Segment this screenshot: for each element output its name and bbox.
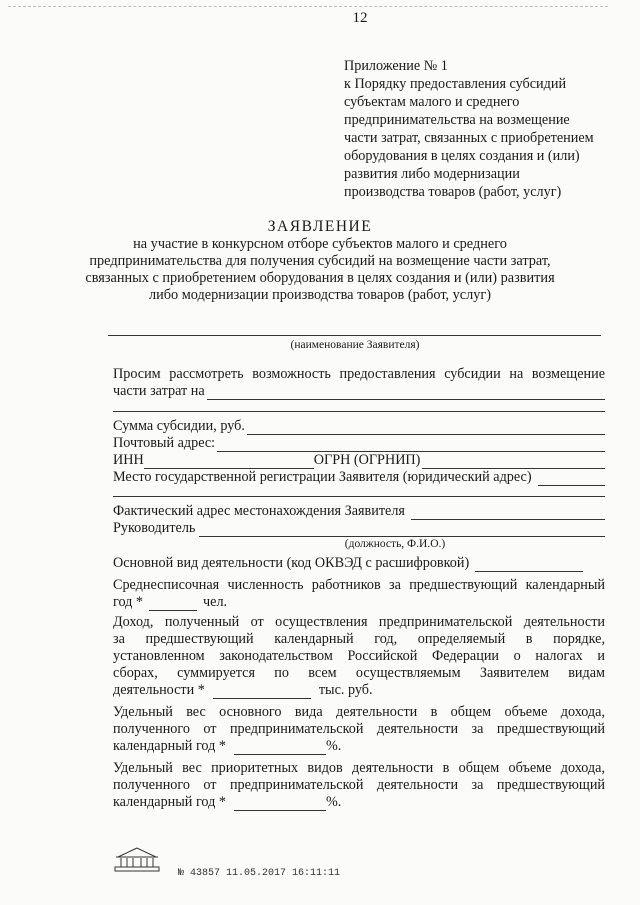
top-scan-border xyxy=(8,6,608,7)
main-share-field[interactable] xyxy=(234,742,326,755)
priority-share-field[interactable] xyxy=(234,798,326,811)
appendix-line: части затрат, связанных с приобретением xyxy=(344,130,594,146)
staff-unit: чел. xyxy=(203,594,228,610)
cost-purpose-row xyxy=(113,383,605,400)
main-share-paragraph xyxy=(113,704,605,755)
subtitle-line: связанных с приобретением оборудования в целях создания и (или) развития xyxy=(85,270,555,286)
applicant-caption: (наименование Заявителя) xyxy=(290,339,420,351)
main-activity-row xyxy=(113,555,605,572)
registry-stamp-icon xyxy=(112,845,162,875)
staff-line-1: Среднесписочная численность работников за предшествующий календарный xyxy=(113,577,605,593)
priority-share-unit: %. xyxy=(325,794,342,810)
cost-purpose-field[interactable] xyxy=(207,387,605,400)
document-title: ЗАЯВЛЕНИЕ xyxy=(267,218,373,235)
actual-address-field[interactable] xyxy=(411,507,605,520)
subtitle-line: предпринимательства для получения субсидий на возмещение части затрат, xyxy=(89,253,551,269)
registration-footer: № 43857 11.05.2017 16:11:11 xyxy=(178,868,341,879)
ogrn-field[interactable] xyxy=(422,456,605,469)
appendix-line: оборудования в целях создания и (или) xyxy=(344,148,580,164)
main-activity-label: Основной вид деятельности (код ОКВЭД с расшифровкой) xyxy=(113,555,470,571)
priority-share-last-label: календарный год * xyxy=(113,794,226,810)
income-line: сборах, суммируется по всем осуществляемым Заявителем видам xyxy=(113,665,605,681)
income-line: установленном законодательством Российской Федерации о налогах и xyxy=(113,648,605,664)
main-activity-field[interactable] xyxy=(475,559,583,572)
subtitle-line: либо модернизации производства товаров (работ, услуг) xyxy=(148,287,492,303)
subsidy-amount-field[interactable] xyxy=(247,422,605,435)
applicant-name-field[interactable] xyxy=(108,335,601,336)
subsidy-amount-label: Сумма субсидии, руб. xyxy=(113,418,245,434)
staff-row xyxy=(113,594,605,611)
registration-row xyxy=(113,469,605,486)
postal-address-field[interactable] xyxy=(217,439,605,452)
actual-address-row xyxy=(113,503,605,520)
document-subtitle xyxy=(0,236,640,304)
cost-purpose-field-extra[interactable] xyxy=(113,411,605,412)
income-line: за предшествующий календарный год, определяемый в порядке, xyxy=(113,631,605,647)
income-unit: тыс. руб. xyxy=(318,682,373,698)
income-last-label: деятельности * xyxy=(113,682,205,698)
appendix-line: Приложение № 1 xyxy=(344,58,448,74)
registration-place-field-extra[interactable] xyxy=(113,496,605,497)
request-line-2: части затрат на xyxy=(113,383,205,399)
ogrn-label: ОГРН (ОГРНИП) xyxy=(313,452,421,468)
priority-share-last-row xyxy=(113,794,605,811)
main-share-last-label: календарный год * xyxy=(113,738,226,754)
registration-place-label: Место государственной регистрации Заявителя (юридический адрес) xyxy=(113,469,532,485)
staff-year-label: год * xyxy=(113,594,144,610)
inn-field[interactable] xyxy=(144,456,314,469)
head-row xyxy=(113,520,605,537)
head-label: Руководитель xyxy=(113,520,196,536)
request-line-1: Просим рассмотреть возможность предоставления субсидии на возмещение xyxy=(113,366,605,382)
appendix-line: предпринимательства на возмещение xyxy=(344,112,570,128)
appendix-line: субъектам малого и среднего xyxy=(344,94,520,110)
main-share-line: Удельный вес основного вида деятельности в общем объеме дохода, xyxy=(113,704,605,720)
registration-place-field[interactable] xyxy=(538,473,605,486)
income-line: Доход, полученный от осуществления предпринимательской деятельности xyxy=(113,614,605,630)
main-share-line: полученного от предпринимательской деятельности за предшествующий xyxy=(113,721,605,737)
subtitle-line: на участие в конкурсном отборе субъектов малого и среднего xyxy=(133,236,507,252)
postal-row xyxy=(113,435,605,452)
income-paragraph xyxy=(113,614,605,699)
income-last-row xyxy=(113,682,605,699)
subsidy-row xyxy=(113,418,605,435)
head-field[interactable] xyxy=(199,524,605,537)
inn-label: ИНН xyxy=(113,452,144,468)
appendix-block xyxy=(344,57,629,201)
priority-share-paragraph xyxy=(113,760,605,811)
appendix-line: производства товаров (работ, услуг) xyxy=(344,184,562,200)
staff-count-field[interactable] xyxy=(149,598,197,611)
priority-share-line: Удельный вес приоритетных видов деятельности в общем объеме дохода, xyxy=(113,760,605,776)
appendix-line: развития либо модернизации xyxy=(344,166,520,182)
income-field[interactable] xyxy=(213,686,311,699)
head-caption: (должность, Ф.И.О.) xyxy=(344,538,446,550)
main-share-unit: %. xyxy=(325,738,342,754)
priority-share-line: полученного от предпринимательской деятельности за предшествующий xyxy=(113,777,605,793)
page-number: 12 xyxy=(352,10,368,26)
appendix-line: к Порядку предоставления субсидий xyxy=(344,76,567,92)
main-share-last-row xyxy=(113,738,605,755)
postal-address-label: Почтовый адрес: xyxy=(113,435,216,451)
inn-ogrn-row xyxy=(113,452,605,469)
actual-address-label: Фактический адрес местонахождения Заявителя xyxy=(113,503,405,519)
